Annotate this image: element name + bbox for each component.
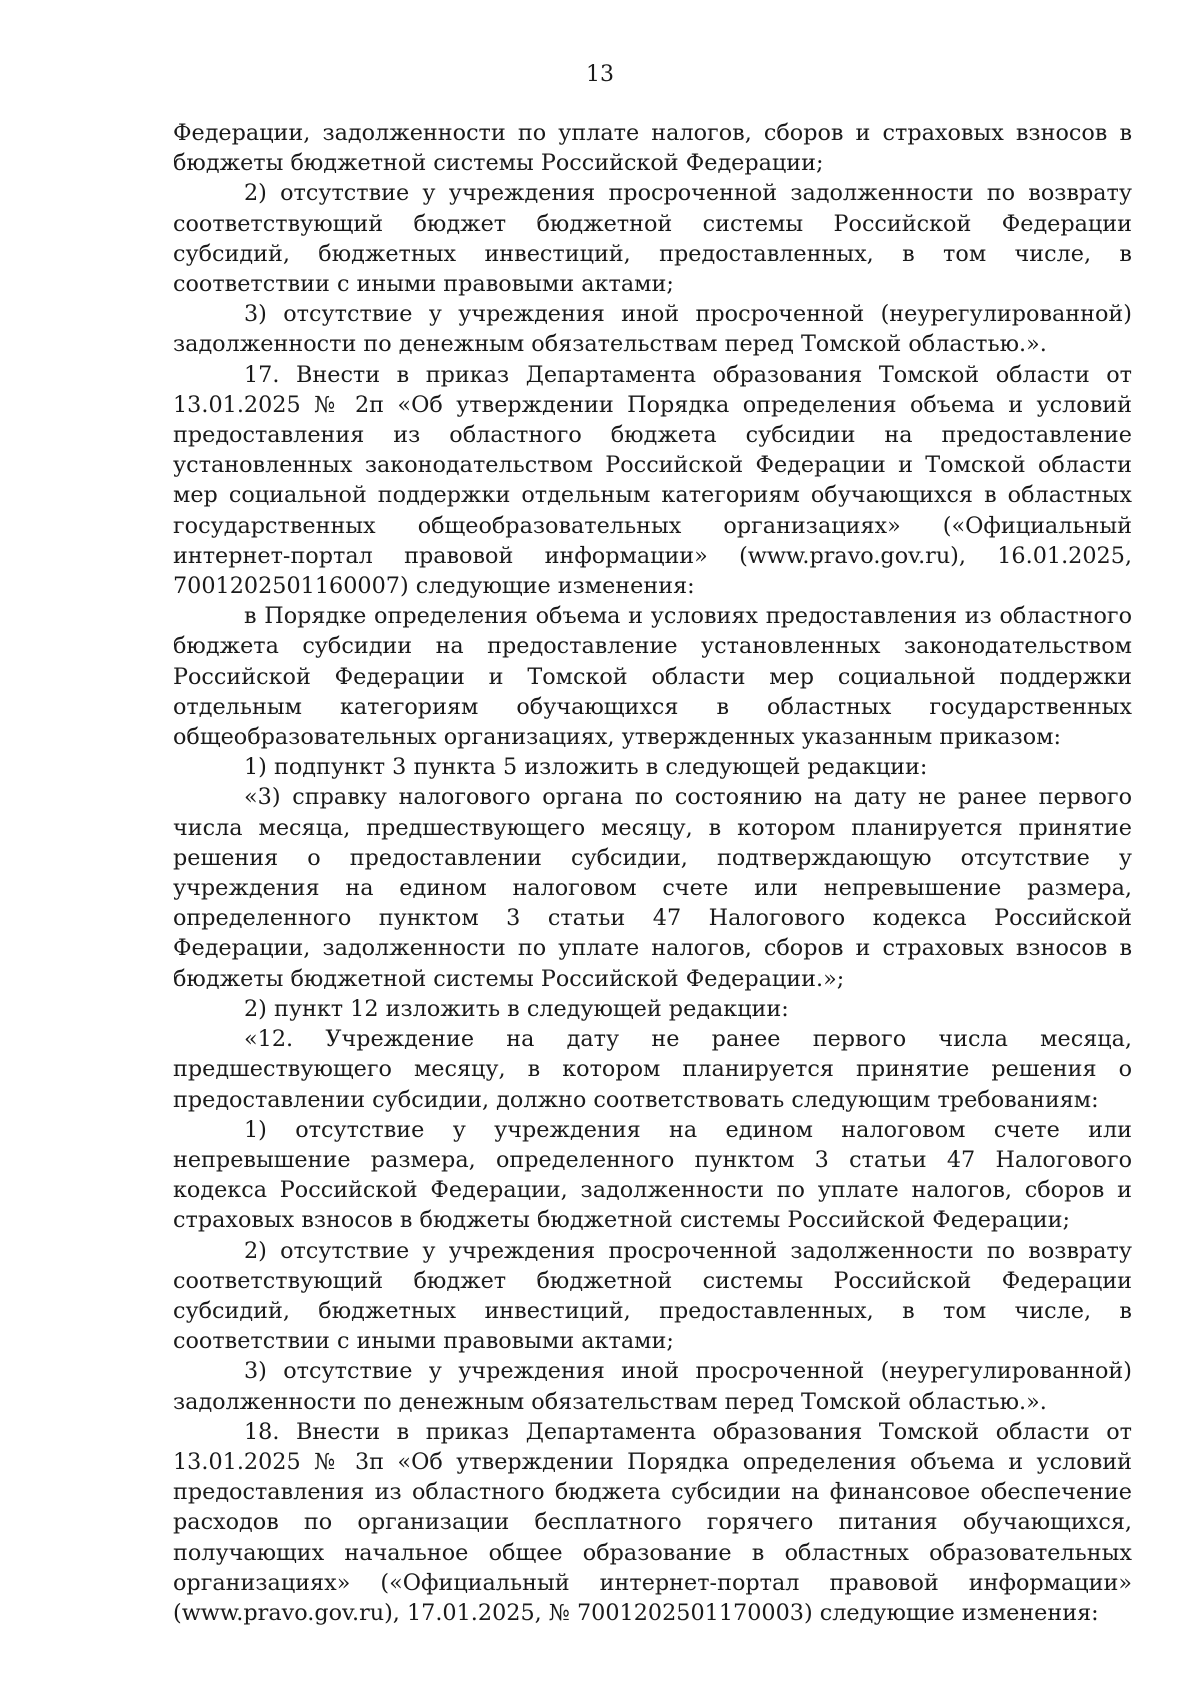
paragraph-item-3-unsettled-debt: 3) отсутствие у учреждения иной просроченной (неурегулированной) задолженности по денежным обязательствам перед Томской областью.». — [173, 301, 1132, 358]
paragraph-amendment-2: 2) пункт 12 изложить в следующей редакции: — [244, 995, 789, 1022]
paragraph-procedure-intro: в Порядке определения объема и условиях предоставления из областного бюджета субсидии на предоставление установленных законодательством Российской Федерации и Томской области мер социальной поддержки отдельным категориям обучающихся в областных государственных общеобразовательных организациях, утвержденных указанным приказом: — [173, 603, 1132, 751]
paragraph-item-2-overdue-refund: 2) отсутствие у учреждения просроченной задолженности по возврату соответствующий бюджет бюджетной системы Российской Федерации субсидий, бюджетных инвестиций, предоставленных, в том числе, в соответствии с иными правовыми актами; — [173, 180, 1132, 298]
paragraph-amendment-1: 1) подпункт 3 пункта 5 изложить в следующей редакции: — [244, 754, 928, 781]
paragraph-tax-certificate: «3) справку налогового органа по состоянию на дату не ранее первого числа месяца, предшествующего месяцу, в котором планируется принятие решения о предоставлении субсидии, подтверждающую отсутствие у учреждения на едином налоговом счете или непревышение размера, определенного пунктом 3 статьи 47 Налогового кодекса Российской Федерации, задолженности по уплате налогов, сборов и страховых взносов в бюджеты бюджетной системы Российской Федерации.»; — [173, 784, 1132, 992]
paragraph-requirement-3: 3) отсутствие у учреждения иной просроченной (неурегулированной) задолженности по денежным обязательствам перед Томской областью.». — [173, 1358, 1132, 1415]
paragraph-requirement-2: 2) отсутствие у учреждения просроченной задолженности по возврату соответствующий бюджет бюджетной системы Российской Федерации субсидий, бюджетных инвестиций, предоставленных, в том числе, в соответствии с иными правовыми актами; — [173, 1237, 1132, 1355]
paragraph-clause-12: «12. Учреждение на дату не ранее первого числа месяца, предшествующего месяцу, в котором планируется принятие решения о предоставлении субсидии, должно соответствовать следующим требованиям: — [173, 1026, 1132, 1113]
paragraph-requirement-1: 1) отсутствие у учреждения на едином налоговом счете или непревышение размера, определенного пунктом 3 статьи 47 Налогового кодекса Российской Федерации, задолженности по уплате налогов, сборов и страховых взносов в бюджеты бюджетной системы Российской Федерации; — [173, 1116, 1132, 1234]
document-body — [173, 118, 1132, 1628]
page-number: 13 — [586, 62, 614, 87]
paragraph-debt-continuation: Федерации, задолженности по уплате налогов, сборов и страховых взносов в бюджеты бюджетной системы Российской Федерации; — [173, 120, 1132, 177]
paragraph-section-18: 18. Внести в приказ Департамента образования Томской области от 13.01.2025 № 3п «Об утверждении Порядка определения объема и условий предоставления из областного бюджета субсидии на финансовое обеспечение расходов по организации бесплатного горячего питания обучающихся, получающих начальное общее образование в областных образовательных организациях» («Официальный интернет-портал правовой информации» (www.pravo.gov.ru), 17.01.2025, № 7001202501170003) следующие изменения: — [173, 1418, 1132, 1626]
paragraph-section-17: 17. Внести в приказ Департамента образования Томской области от 13.01.2025 № 2п «Об утверждении Порядка определения объема и условий предоставления из областного бюджета субсидии на предоставление установленных законодательством Российской Федерации и Томской области мер социальной поддержки отдельным категориям обучающихся в областных государственных общеобразовательных организациях» («Официальный интернет-портал правовой информации» (www.pravo.gov.ru), 16.01.2025, 7001202501160007) следующие изменения: — [173, 361, 1132, 600]
